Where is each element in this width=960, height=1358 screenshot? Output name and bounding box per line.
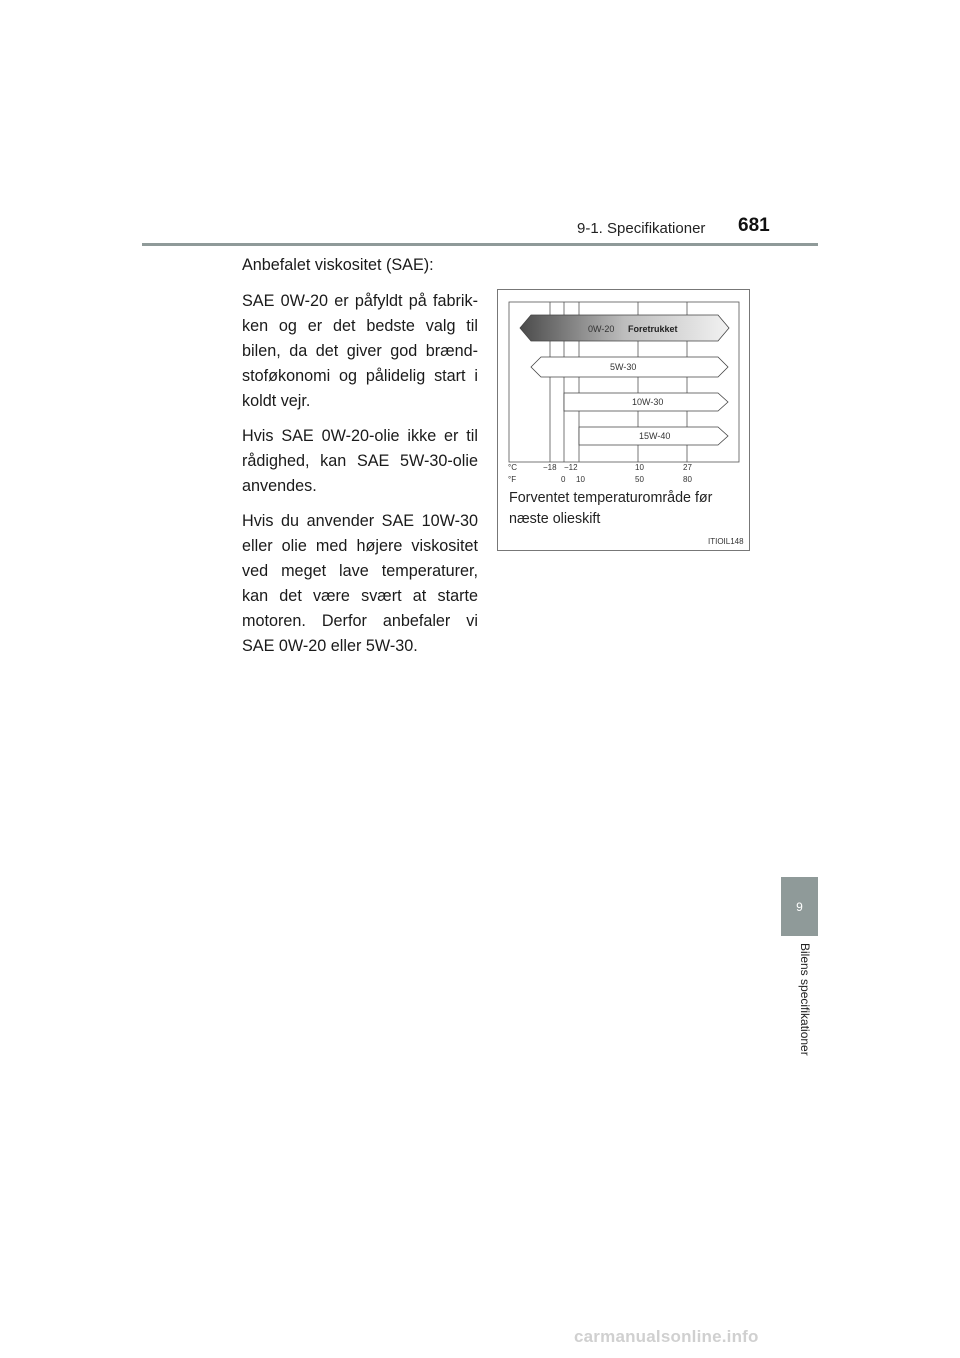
bar-0w20-label: 0W-20 — [588, 324, 615, 334]
tick-c: −18 — [543, 463, 557, 472]
bar-10w30-label: 10W-30 — [632, 397, 664, 407]
header-rule — [142, 243, 818, 246]
chapter-number: 9 — [796, 899, 803, 914]
bar-0w20-preferred: Foretrukket — [628, 324, 678, 334]
chapter-label: Bilens specifikationer — [798, 943, 812, 1056]
paragraph-2: Hvis SAE 0W-20-olie ikke er til rådighed, kan SAE 5W-30-olie anvendes. — [242, 427, 478, 495]
tick-f: 0 — [561, 475, 566, 484]
tick-c: −12 — [564, 463, 578, 472]
page-number: 681 — [738, 215, 770, 236]
viscosity-heading: Anbefalet viskositet (SAE): — [242, 256, 434, 274]
watermark: carmanualsonline.info — [574, 1327, 759, 1346]
paragraph-1: SAE 0W-20 er påfyldt på fabrik-ken og er det bedste valg til bilen, da det giver god brænd-stoføkonomi og pålidelig start i koldt vejr. — [242, 292, 478, 410]
tick-f: 10 — [576, 475, 585, 484]
unit-fahrenheit: °F — [508, 475, 517, 484]
unit-celsius: °C — [508, 463, 517, 472]
paragraph-3: Hvis du anvender SAE 10W-30 eller olie med højere viskositet ved meget lave temperaturer, kan det være svært at starte motoren. Derfor anbefaler vi SAE 0W-20 eller 5W-30. — [242, 512, 478, 655]
figure-caption: Forventet temperaturområde før næste olieskift — [509, 490, 713, 527]
header-section-title: 9-1. Specifikationer — [577, 220, 706, 237]
tick-f: 50 — [635, 475, 644, 484]
body-text — [242, 253, 478, 669]
figure-id: ITIOIL148 — [708, 537, 744, 546]
tick-c: 27 — [683, 463, 692, 472]
bar-15w40-label: 15W-40 — [639, 431, 671, 441]
bar-5w30-label: 5W-30 — [610, 362, 637, 372]
bar-0w20 — [520, 315, 729, 341]
tick-c: 10 — [635, 463, 644, 472]
chapter-tab — [781, 877, 818, 936]
tick-f: 80 — [683, 475, 692, 484]
